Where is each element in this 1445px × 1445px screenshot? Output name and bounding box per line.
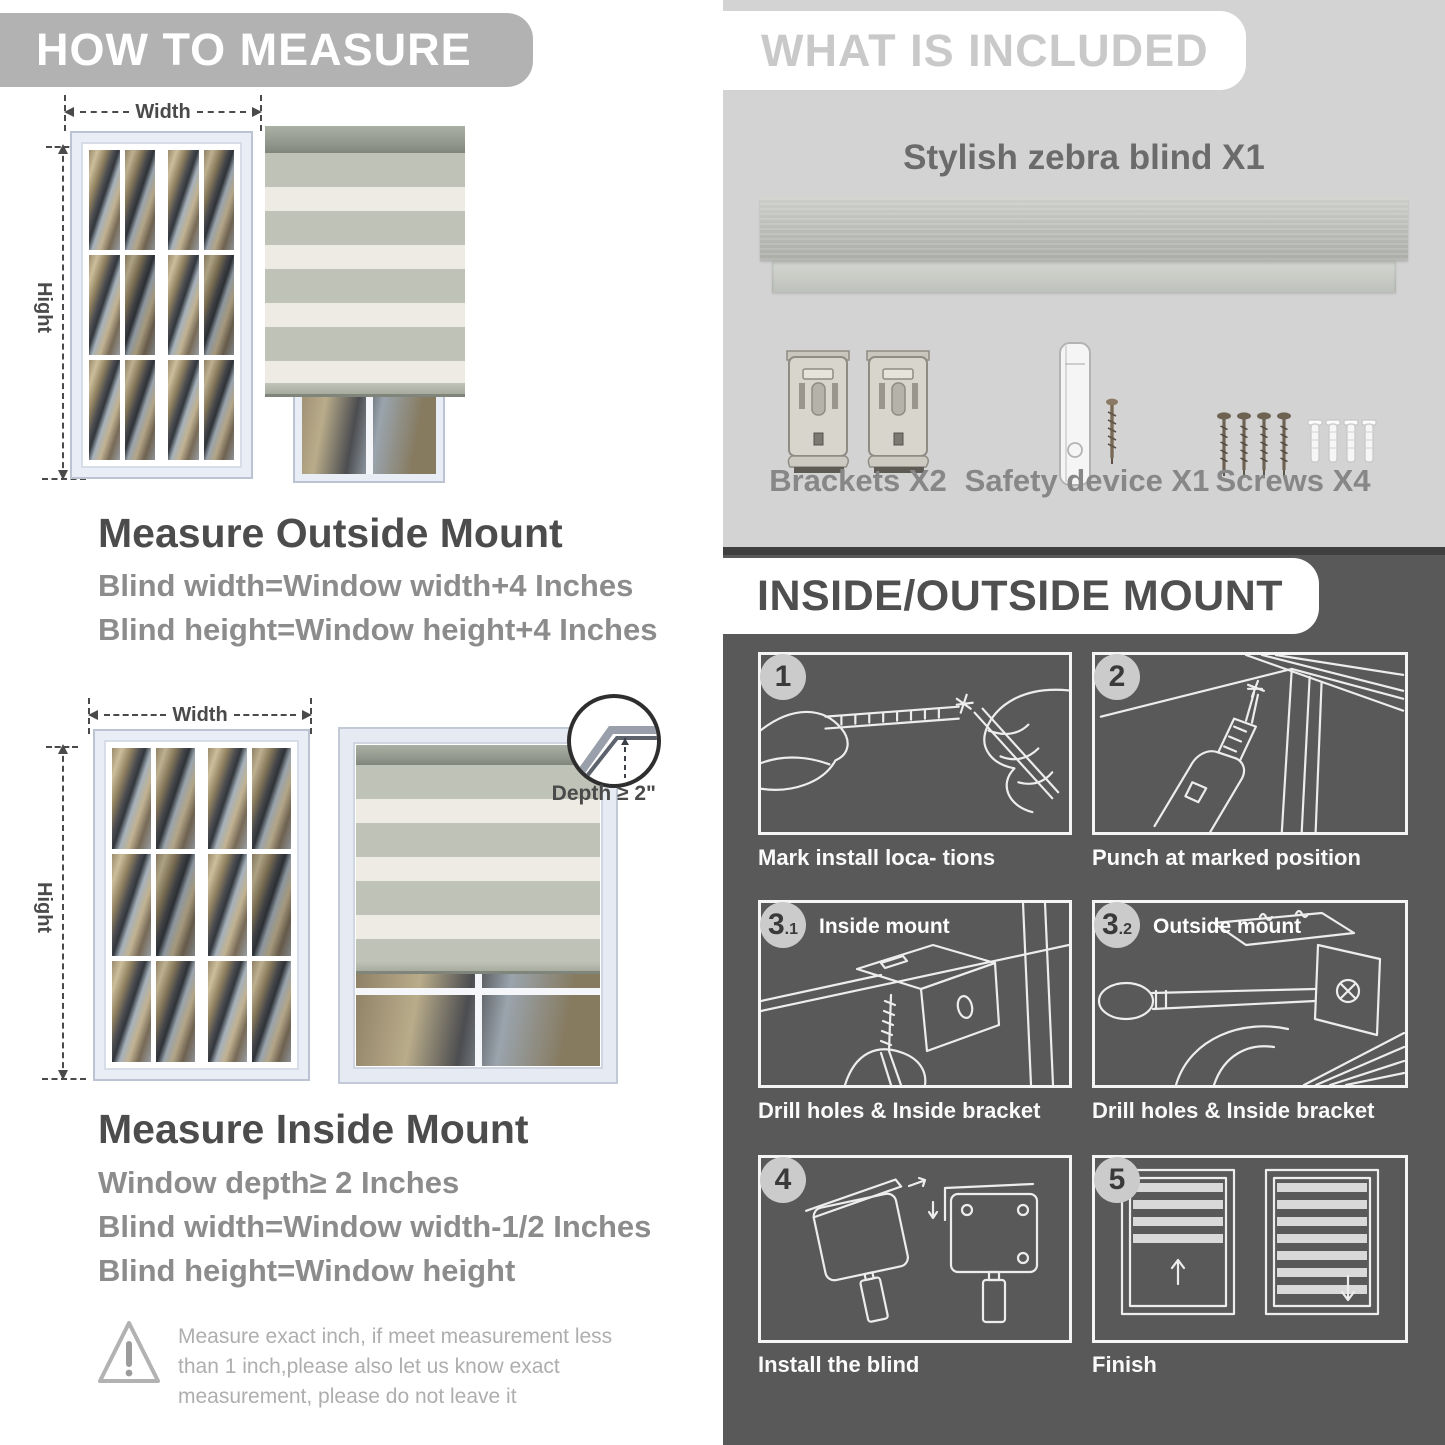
mount-title: INSIDE/OUTSIDE MOUNT (757, 572, 1284, 620)
step-4-caption: Install the blind (758, 1352, 920, 1377)
blind-bottom-rail (265, 383, 465, 397)
what-is-included-header (723, 11, 1246, 90)
inside-formula-2: Blind width=Window width-1/2 Inches (98, 1209, 652, 1244)
zebra-blind-inside-figure (338, 727, 618, 1084)
warning-triangle-icon (95, 1316, 163, 1390)
measure-tick (260, 95, 262, 131)
step-3-1-title: Inside mount (819, 915, 950, 938)
step-3-1-badge: 3 .1 (760, 902, 806, 948)
measure-warning-text: Measure exact inch, if meet measurement less than 1 inch,please also let us know exact measurement, please do not leave it (178, 1325, 613, 1408)
step-3-2-caption: Drill holes & Inside bracket (1092, 1098, 1375, 1123)
width-label: Width (135, 100, 191, 123)
step-3-2-badge: 3 .2 (1094, 902, 1140, 948)
outside-formula-1: Blind width=Window width+4 Inches (98, 568, 634, 603)
step-3-1-panel (758, 900, 1072, 1088)
outside-mount-title: Measure Outside Mount (98, 510, 563, 556)
step-3-1-caption: Drill holes & Inside bracket (758, 1098, 1041, 1123)
blind-fabric (265, 153, 465, 383)
inside-formula-1: Window depth≥ 2 Inches (98, 1165, 460, 1200)
blind-headrail (265, 126, 465, 153)
width-arrow-inside (88, 704, 312, 726)
depth-label: Depth ≥ 2" (551, 782, 656, 805)
step-3-2-panel (1092, 900, 1408, 1088)
step-5-illustration (1095, 1158, 1405, 1340)
window-illustration-inside (93, 729, 310, 1081)
how-to-measure-header (0, 13, 533, 87)
inside-mount-title: Measure Inside Mount (98, 1106, 529, 1152)
step-5-badge: 5 (1094, 1157, 1140, 1203)
zebra-blind-outside-figure (265, 126, 465, 483)
mount-header (723, 558, 1319, 634)
what-is-included-title: WHAT IS INCLUDED (761, 25, 1209, 76)
step-4-illustration (761, 1158, 1069, 1340)
step-4-badge: 4 (760, 1157, 806, 1203)
inside-formula-3: Blind height=Window height (98, 1253, 516, 1288)
height-arrow-inside (62, 746, 64, 1078)
height-label: Hight (33, 882, 55, 934)
measure-tick (88, 698, 90, 734)
step-2-illustration (1095, 655, 1405, 832)
window-glass (356, 974, 600, 1066)
step-5-caption: Finish (1092, 1352, 1157, 1377)
height-label: Hight (33, 282, 55, 334)
zebra-blind-headrail-lip (772, 260, 1396, 292)
blind-bottom-rail (356, 961, 600, 974)
height-arrow-outside (62, 146, 64, 478)
measure-tick (42, 1078, 86, 1080)
width-label: Width (172, 703, 228, 726)
depth-detail-magnifier-icon (567, 694, 661, 788)
measure-tick (64, 95, 66, 131)
step-1-badge: 1 (760, 654, 806, 700)
step-1-caption: Mark install loca- tions (758, 845, 996, 870)
step-3-2-title: Outside mount (1153, 915, 1302, 938)
how-to-measure-title: HOW TO MEASURE (36, 24, 472, 75)
width-arrow-outside (64, 101, 262, 123)
screws-label: Screws X4 (1215, 463, 1371, 498)
step-1-illustration (761, 655, 1069, 832)
measure-tick (46, 746, 78, 748)
outside-formula-2: Blind height=Window height+4 Inches (98, 612, 658, 647)
window-illustration-outside (70, 131, 253, 479)
safety-device-label: Safety device X1 (964, 463, 1210, 498)
step-2-caption: Punch at marked position (1092, 845, 1361, 870)
brackets-icon (785, 349, 933, 479)
brackets-label: Brackets X2 (769, 463, 947, 498)
measure-tick (310, 698, 312, 734)
zebra-blind-headrail-photo (760, 198, 1408, 260)
step-4-panel (758, 1155, 1072, 1343)
blind-item-label: Stylish zebra blind X1 (903, 138, 1265, 177)
panel-divider (723, 547, 1445, 555)
step-2-badge: 2 (1094, 654, 1140, 700)
step-5-panel (1092, 1155, 1408, 1343)
step-1-panel (758, 652, 1072, 835)
blind-headrail (356, 745, 600, 765)
step-2-panel (1092, 652, 1408, 835)
